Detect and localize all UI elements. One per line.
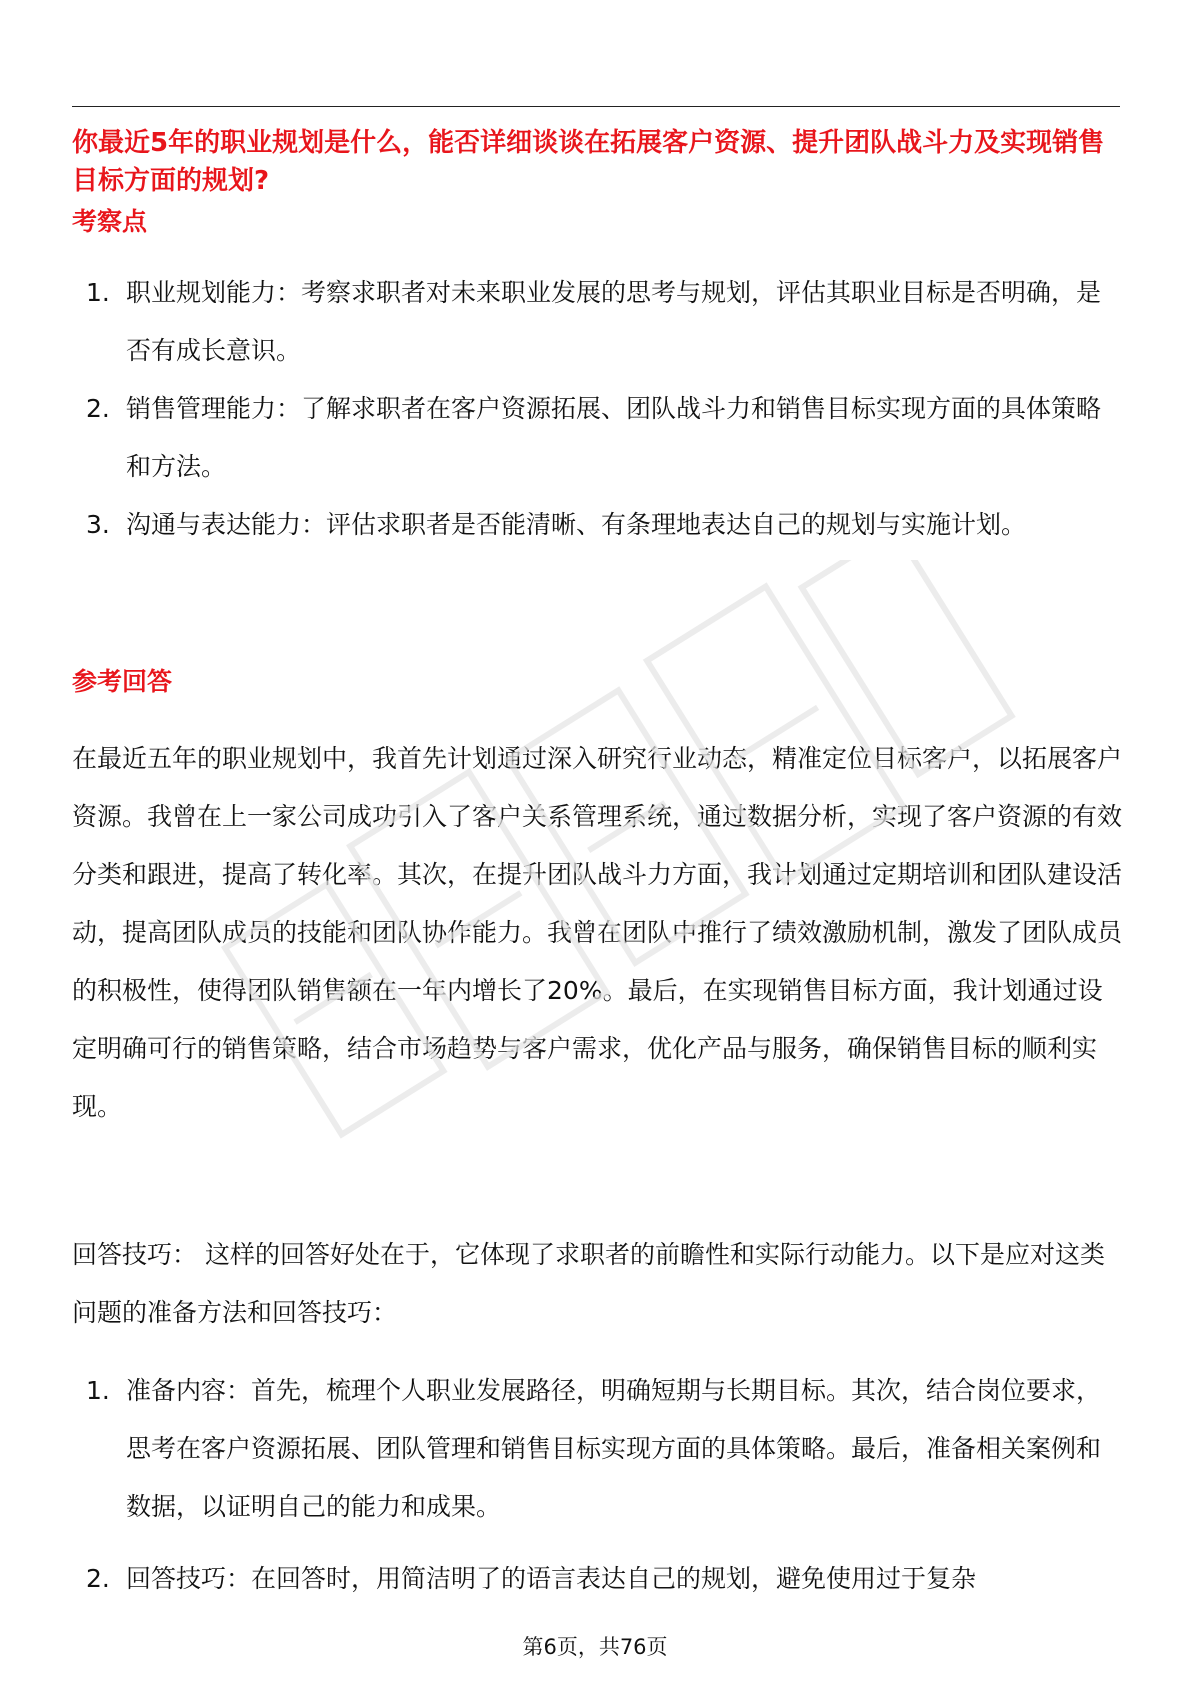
list-item-number: 2.	[86, 394, 110, 423]
header-rule	[72, 106, 1120, 107]
list-item	[72, 1362, 1120, 1536]
list-item-number: 1.	[86, 1376, 110, 1405]
reference-answer: 在最近五年的职业规划中，我首先计划通过深入研究行业动态，精准定位目标客户，以拓展客户资源。我曾在上一家公司成功引入了客户关系管理系统，通过数据分析，实现了客户资源的有效分类和跟进，提高了转化率。其次，在提升团队战斗力方面，我计划通过定期培训和团队建设活动，提高团队成员的技能和团队协作能力。我曾在团队中推行了绩效激励机制，激发了团队成员的积极性，使得团队销售额在一年内增长了20%。最后，在实现销售目标方面，我计划通过设定明确可行的销售策略，结合市场趋势与客户需求，优化产品与服务，确保销售目标的顺利实现。	[72, 744, 1123, 1121]
list-item	[72, 496, 1120, 554]
tips-intro: 回答技巧： 这样的回答好处在于，它体现了求职者的前瞻性和实际行动能力。以下是应对这类问题的准备方法和回答技巧：	[72, 1240, 1105, 1327]
page-number-footer: 第6页，共76页	[522, 1635, 668, 1659]
list-item-text: 销售管理能力：了解求职者在客户资源拓展、团队战斗力和销售目标实现方面的具体策略和方法。	[126, 394, 1102, 481]
examine-section-title: 考察点	[72, 207, 148, 236]
list-item	[72, 1550, 1120, 1608]
question-title: 你最近5年的职业规划是什么，能否详细谈谈在拓展客户资源、提升团队战斗力及实现销售目标方面的规划?	[72, 128, 1105, 196]
list-item-number: 3.	[86, 510, 110, 539]
list-item-text: 回答技巧：在回答时，用简洁明了的语言表达自己的规划，避免使用过于复杂	[126, 1564, 977, 1593]
list-item-text: 职业规划能力：考察求职者对未来职业发展的思考与规划，评估其职业目标是否明确，是否有成长意识。	[126, 278, 1102, 365]
list-item-text: 准备内容：首先，梳理个人职业发展路径，明确短期与长期目标。其次，结合岗位要求，思考在客户资源拓展、团队管理和销售目标实现方面的具体策略。最后，准备相关案例和数据，以证明自己的能力和成果。	[126, 1376, 1102, 1521]
reference-section-title: 参考回答	[72, 667, 173, 696]
list-item	[72, 380, 1120, 496]
list-item-number: 2.	[86, 1564, 110, 1593]
examine-points-list	[72, 264, 1120, 554]
list-item-number: 1.	[86, 278, 110, 307]
list-item-text: 沟通与表达能力：评估求职者是否能清晰、有条理地表达自己的规划与实施计划。	[126, 510, 1027, 539]
list-item	[72, 264, 1120, 380]
tips-list	[72, 1362, 1120, 1608]
